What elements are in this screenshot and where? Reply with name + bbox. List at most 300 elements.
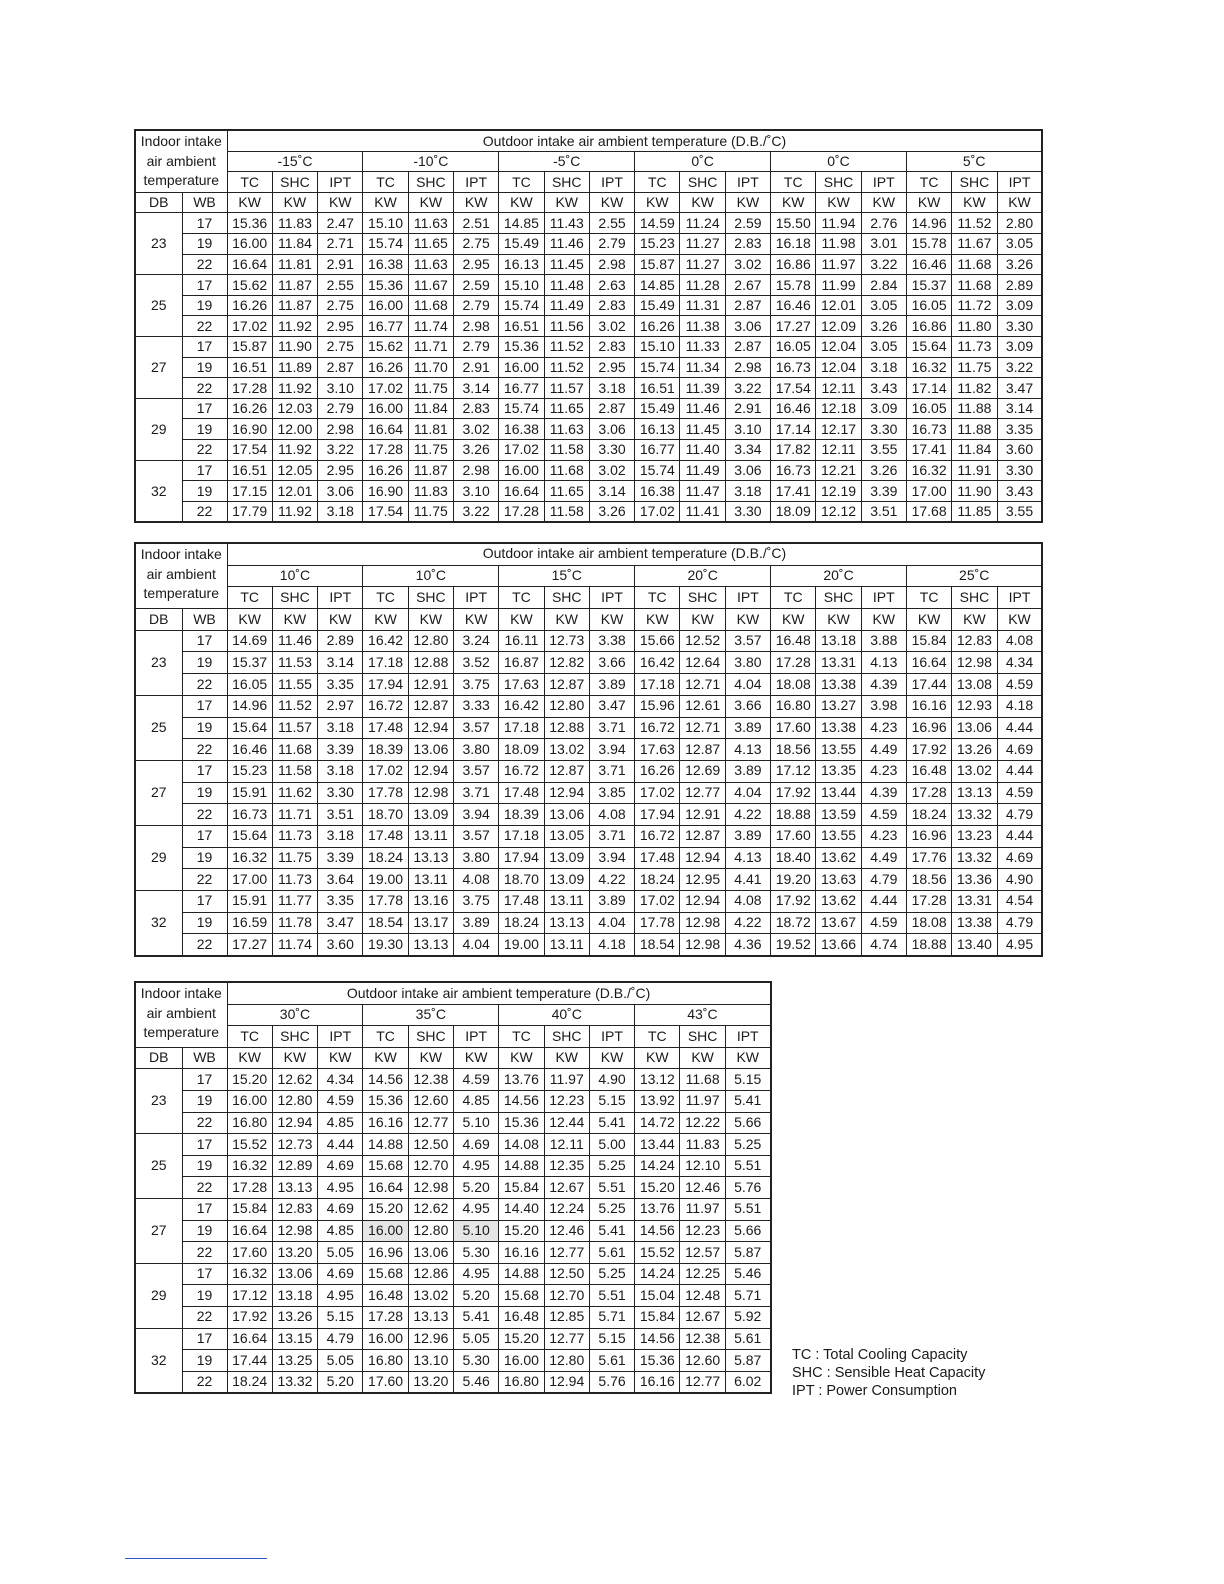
table-cell: 11.97 <box>680 1198 725 1220</box>
table-cell: 15.36 <box>363 275 408 296</box>
table-cell: 15.74 <box>363 233 408 254</box>
table-cell: 15.49 <box>635 398 680 419</box>
table-cell: 2.71 <box>318 233 363 254</box>
table-cell: 4.49 <box>861 739 906 761</box>
outdoor-temp-column: 30˚C <box>227 1004 363 1026</box>
table-cell: 16.77 <box>635 439 680 460</box>
table-cell: 2.95 <box>589 357 634 378</box>
table-row <box>135 717 1042 739</box>
table-cell: 11.92 <box>272 378 317 399</box>
table-cell: 11.84 <box>408 398 453 419</box>
table-cell: 4.74 <box>861 934 906 956</box>
table-cell: 2.79 <box>318 398 363 419</box>
table-cell: 12.80 <box>272 1090 317 1112</box>
table-cell: 16.48 <box>906 760 951 782</box>
table-cell: 16.80 <box>771 695 816 717</box>
table-cell: 5.71 <box>725 1285 770 1307</box>
legend-ipt: IPT : Power Consumption <box>792 1383 957 1399</box>
unit-header: KW <box>635 1047 680 1069</box>
metric-header: IPT <box>725 587 770 609</box>
table-row <box>135 1155 771 1177</box>
wb-value: 22 <box>182 316 227 337</box>
table-cell: 12.17 <box>816 419 861 440</box>
table-cell: 11.72 <box>952 295 997 316</box>
unit-header: KW <box>635 609 680 631</box>
metric-header: SHC <box>680 1026 725 1048</box>
table-cell: 11.68 <box>680 1069 725 1091</box>
table-cell: 3.26 <box>861 460 906 481</box>
table-cell: 5.51 <box>725 1155 770 1177</box>
table-cell: 16.00 <box>363 1328 408 1350</box>
table-cell: 3.43 <box>861 378 906 399</box>
table-cell: 12.77 <box>680 782 725 804</box>
table-cell: 11.91 <box>952 460 997 481</box>
table-cell: 13.20 <box>272 1242 317 1264</box>
table-cell: 16.73 <box>771 460 816 481</box>
wb-value: 17 <box>182 275 227 296</box>
table-cell: 11.68 <box>544 460 589 481</box>
table-cell: 4.18 <box>589 934 634 956</box>
metric-header: TC <box>635 587 680 609</box>
table-cell: 13.12 <box>635 1069 680 1091</box>
table-cell: 5.20 <box>454 1177 499 1199</box>
table-cell: 13.13 <box>408 1306 453 1328</box>
table-cell: 3.14 <box>318 652 363 674</box>
unit-header: KW <box>408 1047 453 1069</box>
table-cell: 11.28 <box>680 275 725 296</box>
table-cell: 5.10 <box>454 1220 499 1242</box>
table-cell: 4.85 <box>318 1112 363 1134</box>
table-cell: 3.14 <box>454 378 499 399</box>
table-cell: 5.05 <box>454 1328 499 1350</box>
table-cell: 12.04 <box>816 357 861 378</box>
table-cell: 11.94 <box>816 213 861 234</box>
table-cell: 15.23 <box>635 233 680 254</box>
table-cell: 17.92 <box>906 739 951 761</box>
table-cell: 4.95 <box>997 934 1042 956</box>
table-cell: 11.92 <box>272 316 317 337</box>
table-cell: 4.54 <box>997 891 1042 913</box>
table-cell: 18.24 <box>227 1371 272 1393</box>
table-cell: 18.72 <box>771 912 816 934</box>
legend <box>792 1346 985 1400</box>
table-cell: 5.76 <box>725 1177 770 1199</box>
table-cell: 14.40 <box>499 1198 544 1220</box>
performance-table-3 <box>134 981 772 1394</box>
table-cell: 13.02 <box>952 760 997 782</box>
table-cell: 18.09 <box>499 739 544 761</box>
table-cell: 16.18 <box>771 233 816 254</box>
table-cell: 4.90 <box>589 1069 634 1091</box>
table-cell: 17.44 <box>227 1350 272 1372</box>
wb-value: 22 <box>182 1242 227 1264</box>
indoor-temp-header-line: air ambient <box>146 1004 216 1021</box>
table-cell: 11.33 <box>680 336 725 357</box>
table-cell: 12.50 <box>408 1134 453 1156</box>
table-cell: 5.66 <box>725 1112 770 1134</box>
table-cell: 12.80 <box>408 1220 453 1242</box>
table-cell: 11.53 <box>272 652 317 674</box>
table-cell: 2.98 <box>454 316 499 337</box>
table-cell: 4.18 <box>997 695 1042 717</box>
table-cell: 11.80 <box>952 316 997 337</box>
wb-value: 19 <box>182 233 227 254</box>
table-cell: 3.02 <box>454 419 499 440</box>
unit-header: KW <box>408 192 453 213</box>
table-cell: 11.74 <box>272 934 317 956</box>
table-row <box>135 316 1042 337</box>
table-cell: 11.68 <box>408 295 453 316</box>
table-cell: 17.44 <box>906 674 951 696</box>
table-cell: 11.67 <box>408 275 453 296</box>
table-cell: 17.12 <box>771 760 816 782</box>
table-cell: 3.33 <box>454 695 499 717</box>
table-row <box>135 1069 771 1091</box>
table-cell: 15.10 <box>363 213 408 234</box>
table-cell: 3.35 <box>318 891 363 913</box>
wb-value: 19 <box>182 1220 227 1242</box>
outdoor-temp-column: 0˚C <box>635 151 771 172</box>
wb-value: 17 <box>182 760 227 782</box>
table-cell: 14.56 <box>499 1090 544 1112</box>
table-cell: 16.38 <box>635 481 680 502</box>
table-cell: 5.15 <box>589 1328 634 1350</box>
table-cell: 12.70 <box>408 1155 453 1177</box>
table-row <box>135 501 1042 522</box>
table-cell: 3.18 <box>318 760 363 782</box>
table-cell: 15.52 <box>227 1134 272 1156</box>
wb-value: 22 <box>182 439 227 460</box>
table-cell: 2.95 <box>318 460 363 481</box>
table-cell: 4.95 <box>454 1155 499 1177</box>
table-cell: 11.99 <box>816 275 861 296</box>
wb-header: WB <box>182 1047 227 1069</box>
table-cell: 3.10 <box>318 378 363 399</box>
table-cell: 11.49 <box>680 460 725 481</box>
db-value: 23 <box>135 1069 182 1134</box>
table-cell: 12.01 <box>816 295 861 316</box>
table-cell: 12.98 <box>408 1177 453 1199</box>
table-cell: 15.64 <box>906 336 951 357</box>
table-row <box>135 1112 771 1134</box>
wb-value: 22 <box>182 674 227 696</box>
table-cell: 17.79 <box>227 501 272 522</box>
table-cell: 2.87 <box>318 357 363 378</box>
table-cell: 14.96 <box>906 213 951 234</box>
unit-header: KW <box>816 609 861 631</box>
table-cell: 4.95 <box>454 1263 499 1285</box>
table-cell: 5.51 <box>725 1198 770 1220</box>
metric-header: IPT <box>861 172 906 193</box>
table-cell: 2.79 <box>589 233 634 254</box>
table-cell: 2.87 <box>589 398 634 419</box>
table-cell: 18.40 <box>771 847 816 869</box>
table-cell: 17.82 <box>771 439 816 460</box>
table-cell: 2.87 <box>725 336 770 357</box>
table-cell: 16.00 <box>499 1350 544 1372</box>
table-cell: 3.26 <box>997 254 1042 275</box>
table-cell: 17.18 <box>635 674 680 696</box>
table-cell: 15.91 <box>227 782 272 804</box>
table-cell: 15.87 <box>227 336 272 357</box>
table-cell: 5.15 <box>318 1306 363 1328</box>
metric-header: IPT <box>997 587 1042 609</box>
metric-header: IPT <box>725 172 770 193</box>
metric-header: TC <box>906 587 951 609</box>
table-cell: 17.02 <box>635 891 680 913</box>
table-cell: 5.05 <box>318 1350 363 1372</box>
table-cell: 16.51 <box>227 460 272 481</box>
table-cell: 2.63 <box>589 275 634 296</box>
table-cell: 12.23 <box>544 1090 589 1112</box>
metric-header: SHC <box>952 172 997 193</box>
table-cell: 12.73 <box>544 630 589 652</box>
table-cell: 3.89 <box>589 674 634 696</box>
metric-header: TC <box>363 1026 408 1048</box>
table-cell: 11.57 <box>544 378 589 399</box>
table-cell: 11.45 <box>544 254 589 275</box>
table-cell: 17.00 <box>227 869 272 891</box>
table-cell: 12.88 <box>544 717 589 739</box>
table-cell: 2.84 <box>861 275 906 296</box>
table-cell: 13.06 <box>408 739 453 761</box>
table-cell: 2.79 <box>454 295 499 316</box>
metric-header: IPT <box>318 1026 363 1048</box>
table-cell: 2.91 <box>454 357 499 378</box>
table-cell: 3.30 <box>589 439 634 460</box>
indoor-temp-header-line: temperature <box>143 172 219 188</box>
table-cell: 12.89 <box>272 1155 317 1177</box>
unit-header: KW <box>318 1047 363 1069</box>
table-cell: 11.78 <box>272 912 317 934</box>
table-cell: 12.87 <box>680 739 725 761</box>
table-cell: 11.56 <box>544 316 589 337</box>
table-cell: 16.42 <box>499 695 544 717</box>
table-cell: 16.26 <box>635 316 680 337</box>
table-cell: 17.28 <box>363 439 408 460</box>
unit-header: KW <box>227 609 272 631</box>
table-cell: 5.61 <box>725 1328 770 1350</box>
table-cell: 19.30 <box>363 934 408 956</box>
table-cell: 12.91 <box>680 804 725 826</box>
table-cell: 13.05 <box>544 825 589 847</box>
table-cell: 11.31 <box>680 295 725 316</box>
table-cell: 3.71 <box>589 717 634 739</box>
table-cell: 16.46 <box>227 739 272 761</box>
table-cell: 18.56 <box>771 739 816 761</box>
wb-value: 22 <box>182 254 227 275</box>
table-cell: 12.48 <box>680 1285 725 1307</box>
unit-header: KW <box>771 192 816 213</box>
table-cell: 3.89 <box>454 912 499 934</box>
table-cell: 5.87 <box>725 1350 770 1372</box>
table-cell: 3.35 <box>318 674 363 696</box>
table-cell: 16.38 <box>363 254 408 275</box>
table-cell: 12.38 <box>680 1328 725 1350</box>
db-value: 25 <box>135 695 182 760</box>
table-cell: 4.79 <box>997 804 1042 826</box>
table-cell: 17.28 <box>906 782 951 804</box>
table-cell: 13.11 <box>408 825 453 847</box>
table-cell: 11.52 <box>544 336 589 357</box>
table-cell: 16.51 <box>499 316 544 337</box>
table-cell: 12.05 <box>272 460 317 481</box>
table-cell: 4.44 <box>861 891 906 913</box>
table-cell: 12.61 <box>680 695 725 717</box>
table-cell: 15.68 <box>363 1263 408 1285</box>
table-cell: 15.20 <box>499 1220 544 1242</box>
table-cell: 2.89 <box>318 630 363 652</box>
table-cell: 11.83 <box>408 481 453 502</box>
table-cell: 12.94 <box>544 782 589 804</box>
table-cell: 11.92 <box>272 439 317 460</box>
table-cell: 3.22 <box>454 501 499 522</box>
table-cell: 19.52 <box>771 934 816 956</box>
table-cell: 13.15 <box>272 1328 317 1350</box>
table-cell: 12.46 <box>544 1220 589 1242</box>
table-cell: 16.72 <box>635 825 680 847</box>
table-cell: 13.09 <box>408 804 453 826</box>
table-row <box>135 1198 771 1220</box>
metric-header: TC <box>227 172 272 193</box>
table-cell: 19.20 <box>771 869 816 891</box>
table-cell: 4.85 <box>454 1090 499 1112</box>
table-cell: 3.26 <box>454 439 499 460</box>
table-row <box>135 1134 771 1156</box>
table-cell: 12.25 <box>680 1263 725 1285</box>
unit-header: KW <box>272 609 317 631</box>
table-cell: 4.69 <box>318 1155 363 1177</box>
table-cell: 5.25 <box>589 1198 634 1220</box>
table-cell: 15.62 <box>363 336 408 357</box>
table-cell: 3.57 <box>454 760 499 782</box>
table-cell: 12.22 <box>680 1112 725 1134</box>
table-cell: 17.00 <box>906 481 951 502</box>
table-cell: 3.39 <box>861 481 906 502</box>
unit-header: KW <box>363 1047 408 1069</box>
table-cell: 11.70 <box>408 357 453 378</box>
table-cell: 11.97 <box>816 254 861 275</box>
unit-header: KW <box>771 609 816 631</box>
outdoor-temp-column: 35˚C <box>363 1004 499 1026</box>
outdoor-temp-column: 10˚C <box>363 565 499 587</box>
table-cell: 17.94 <box>635 804 680 826</box>
table-cell: 12.77 <box>544 1328 589 1350</box>
table-cell: 13.59 <box>816 804 861 826</box>
table-row <box>135 804 1042 826</box>
table-cell: 12.93 <box>952 695 997 717</box>
legend-tc: TC : Total Cooling Capacity <box>792 1347 968 1363</box>
table-cell: 3.52 <box>454 652 499 674</box>
table-cell: 15.20 <box>227 1069 272 1091</box>
metric-header: IPT <box>318 587 363 609</box>
table-cell: 12.46 <box>680 1177 725 1199</box>
metric-header: SHC <box>272 587 317 609</box>
table-cell: 3.57 <box>454 825 499 847</box>
table-cell: 17.92 <box>771 782 816 804</box>
table-cell: 4.79 <box>318 1328 363 1350</box>
table-cell: 16.11 <box>499 630 544 652</box>
table-cell: 11.88 <box>952 398 997 419</box>
table-cell: 13.31 <box>816 652 861 674</box>
table-cell: 13.09 <box>544 847 589 869</box>
table-cell: 12.87 <box>680 825 725 847</box>
wb-value: 22 <box>182 1112 227 1134</box>
table-row <box>135 782 1042 804</box>
table-row <box>135 912 1042 934</box>
table-cell: 4.08 <box>454 869 499 891</box>
table-cell: 4.04 <box>725 782 770 804</box>
table-cell: 16.13 <box>499 254 544 275</box>
table-cell: 12.96 <box>408 1328 453 1350</box>
table-cell: 5.41 <box>589 1112 634 1134</box>
table-cell: 3.10 <box>725 419 770 440</box>
db-value: 23 <box>135 213 182 275</box>
table-cell: 5.30 <box>454 1242 499 1264</box>
table-cell: 12.03 <box>272 398 317 419</box>
table-cell: 12.64 <box>680 652 725 674</box>
table-cell: 11.75 <box>408 378 453 399</box>
table-cell: 11.27 <box>680 233 725 254</box>
table-cell: 11.47 <box>680 481 725 502</box>
table-cell: 15.36 <box>499 336 544 357</box>
wb-value: 17 <box>182 213 227 234</box>
table-cell: 3.02 <box>589 316 634 337</box>
table-cell: 3.47 <box>589 695 634 717</box>
table-cell: 11.81 <box>272 254 317 275</box>
metric-header: TC <box>906 172 951 193</box>
table-cell: 3.80 <box>725 652 770 674</box>
metric-header: SHC <box>544 172 589 193</box>
table-cell: 11.89 <box>272 357 317 378</box>
table-row <box>135 1285 771 1307</box>
table-cell: 4.22 <box>725 912 770 934</box>
unit-header: KW <box>997 192 1042 213</box>
table-cell: 3.80 <box>454 847 499 869</box>
table-cell: 2.59 <box>725 213 770 234</box>
table-cell: 17.41 <box>906 439 951 460</box>
db-header: DB <box>135 609 182 631</box>
table-cell: 17.48 <box>499 891 544 913</box>
table-cell: 3.66 <box>725 695 770 717</box>
db-value: 23 <box>135 630 182 695</box>
table-cell: 17.27 <box>771 316 816 337</box>
table-cell: 3.10 <box>454 481 499 502</box>
metric-header: SHC <box>272 1026 317 1048</box>
table-cell: 11.46 <box>272 630 317 652</box>
table-cell: 16.80 <box>499 1371 544 1393</box>
wb-value: 22 <box>182 1306 227 1328</box>
table-cell: 11.81 <box>408 419 453 440</box>
table-cell: 3.05 <box>997 233 1042 254</box>
table-cell: 16.87 <box>499 652 544 674</box>
table-cell: 11.46 <box>544 233 589 254</box>
table-cell: 3.71 <box>454 782 499 804</box>
table-cell: 11.27 <box>680 254 725 275</box>
wb-value: 17 <box>182 1328 227 1350</box>
wb-value: 22 <box>182 869 227 891</box>
table-cell: 5.25 <box>589 1155 634 1177</box>
table-cell: 11.92 <box>272 501 317 522</box>
wb-value: 19 <box>182 1155 227 1177</box>
table-cell: 3.55 <box>997 501 1042 522</box>
table-cell: 3.30 <box>725 501 770 522</box>
table-cell: 3.34 <box>725 439 770 460</box>
table-cell: 3.57 <box>454 717 499 739</box>
table-cell: 2.98 <box>589 254 634 275</box>
table-row <box>135 1177 771 1199</box>
table-cell: 15.74 <box>499 295 544 316</box>
